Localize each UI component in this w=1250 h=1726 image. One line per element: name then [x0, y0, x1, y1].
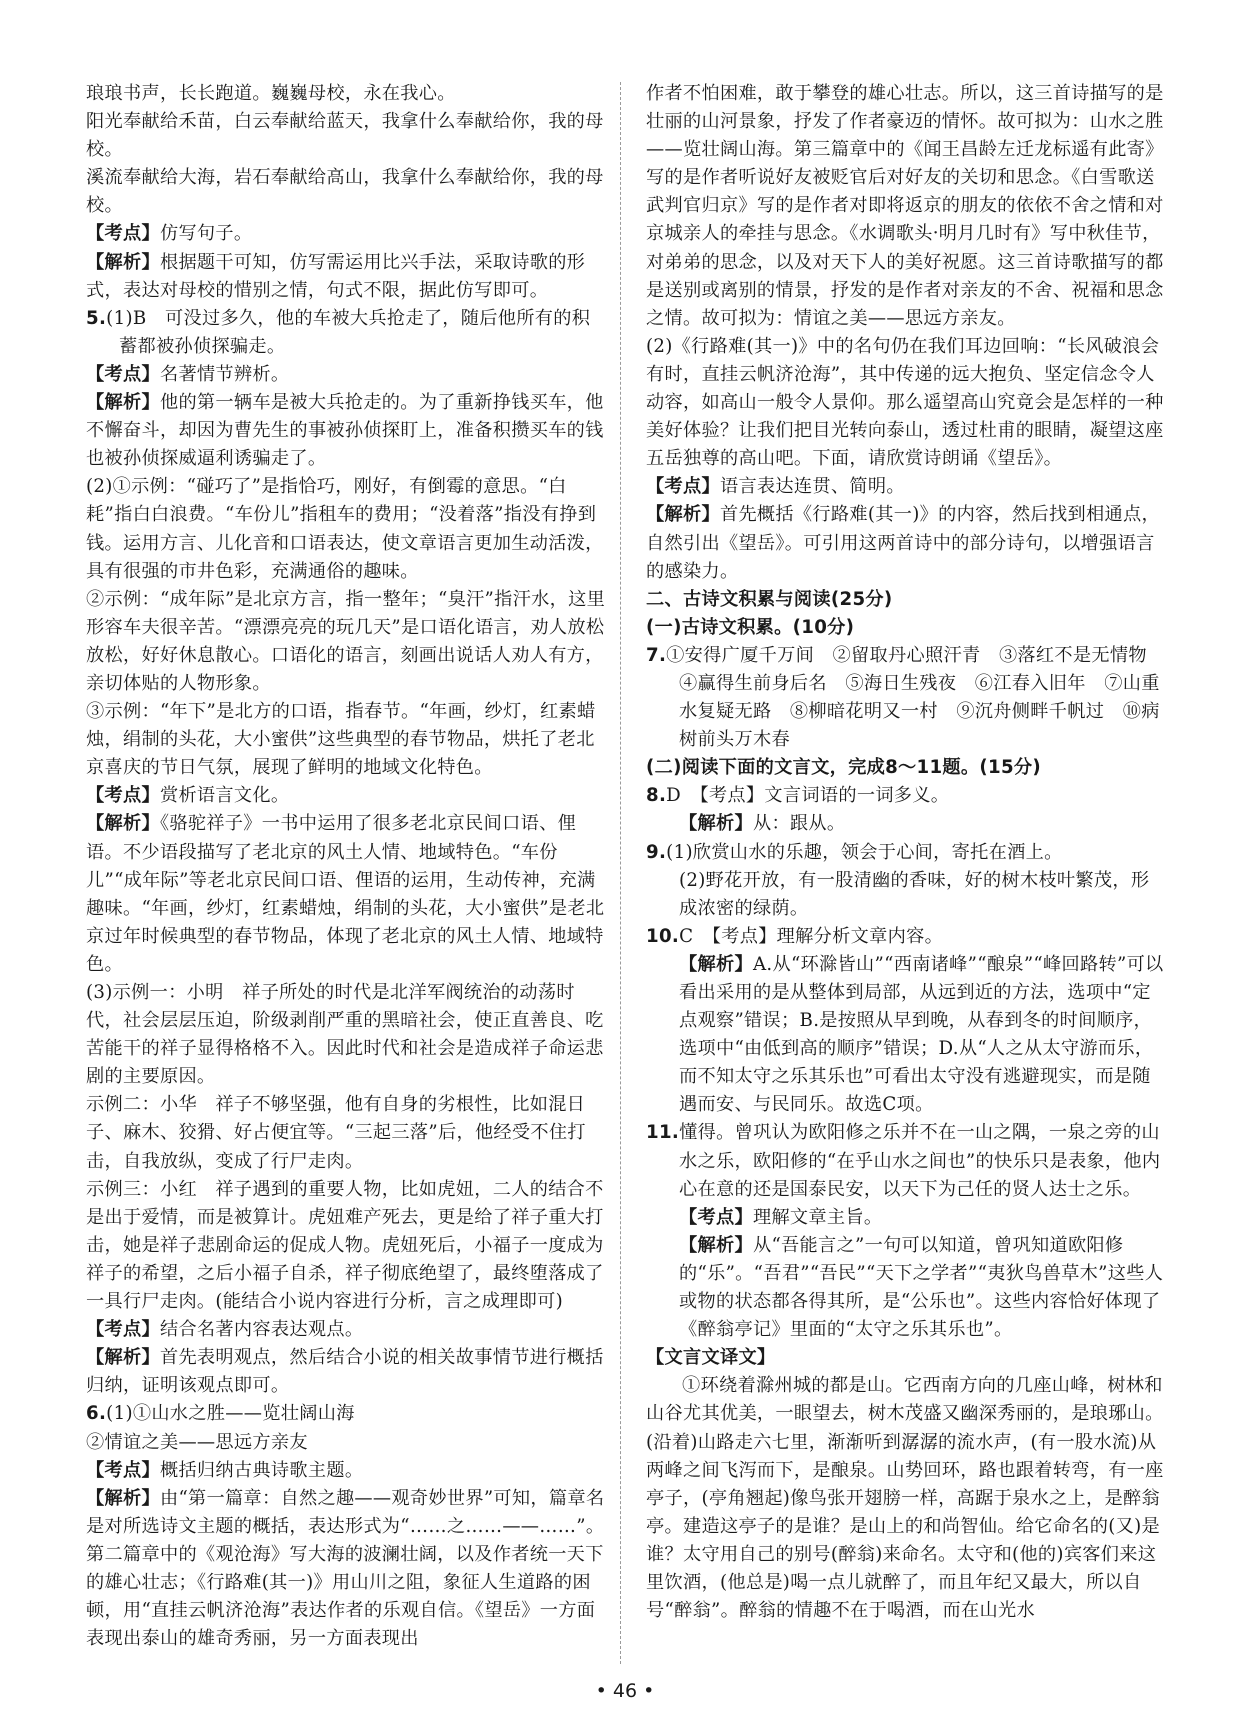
left-column — [86, 80, 606, 1653]
annotation-line — [646, 810, 1166, 838]
answer-text: (1)①山水之胜——览壮阔山海 — [106, 1403, 355, 1425]
annotation-tag: 【考点】 — [679, 1206, 753, 1228]
annotation-tag: 【考点】 — [86, 363, 160, 385]
annotation-tag: 【考点】 — [86, 1459, 160, 1481]
annotation-line — [646, 1204, 1166, 1232]
question-answer — [646, 923, 1166, 951]
annotation-text: 《骆驼祥子》一书中运用了很多老北京民间口语、俚语。不少语段描写了老北京的风土人情、地域特色。“车份儿”“成年际”等老北京民间口语、俚语的运用，生动传神，充满趣味。“年画，纱灯，红素蜡烛，绢制的头花，大小蜜供”是老北京过年时候典型的春节物品，体现了老北京的风土人情、地域特色。 — [86, 813, 605, 975]
annotation-tag: 【解析】 — [679, 953, 753, 975]
annotation-line — [86, 249, 606, 305]
annotation-tag: 【解析】 — [679, 1234, 753, 1256]
annotation-text: 仿写句子。 — [159, 223, 253, 245]
translation-paragraph: ①环绕着滁州城的都是山。它西南方向的几座山峰，树林和山谷尤其优美，一眼望去，树木茂盛又幽深秀丽的，是琅琊山。(沿着)山路走六七里，渐渐听到潺潺的流水声，(有一股水流)从两峰之间飞泻而下，是酿泉。山势回环，路也跟着转弯，有一座亭子，(亭角翘起)像鸟张开翅膀一样，高踞于泉水之上，是醉翁亭。建造这亭子的是谁？是山上的和尚智仙。给它命名的(又)是谁？太守用自己的别号(醉翁)来命名。太守和(他的)宾客们来这里饮酒，(他总是)喝一点儿就醉了，而且年纪又最大，所以自号“醉翁”。醉翁的情趣不在于喝酒，而在山光水 — [646, 1375, 1164, 1622]
annotation-tag: 【文言文译文】 — [646, 1347, 776, 1369]
body-paragraph: ②情谊之美——思远方亲友 — [86, 1431, 308, 1453]
annotation-text: 赏析语言文化。 — [159, 785, 290, 807]
column-divider — [620, 82, 621, 1664]
annotation-text: 结合名著内容表达观点。 — [159, 1319, 364, 1341]
annotation-line — [86, 1344, 606, 1400]
question-answer — [86, 305, 606, 361]
question-number: 6. — [86, 1403, 107, 1425]
body-paragraph: 琅琅书声，长长跑道。巍巍母校，永在我心。 — [86, 83, 456, 104]
annotation-text: 概括归纳古典诗歌主题。 — [159, 1459, 364, 1481]
answer-text: 懂得。曾巩认为欧阳修之乐并不在一山之隅，一泉之旁的山水之乐，欧阳修的“在乎山水之间也”的快乐只是表象，他内心在意的还是国泰民安，以天下为己任的贤人达士之乐。 — [679, 1122, 1161, 1200]
annotation-line — [86, 1457, 606, 1485]
annotation-line — [86, 782, 606, 810]
annotation-tag: 【解析】 — [646, 504, 720, 526]
question-answer — [86, 1400, 606, 1428]
question-number: 9. — [646, 841, 667, 863]
annotation-tag: 【解析】 — [86, 813, 160, 835]
annotation-tag: 【解析】 — [86, 392, 160, 414]
question-answer — [646, 782, 1166, 810]
annotation-text: A.从“环滁皆山”“西南诸峰”“酿泉”“峰回路转”可以看出采用的是从整体到局部，从远到近的方法，选项中“定点观察”错误；B.是按照从早到晚，从春到冬的时间顺序，选项中“由低到高的顺序”错误；D.从“人之从太守游而乐，而不知太守之乐其乐也”可看出太守没有逃避现实，而是随遇而安、与民同乐。故选C项。 — [679, 953, 1164, 1116]
body-paragraph: (2)①示例：“碰巧了”是指恰巧，刚好，有倒霉的意思。“白耗”指白白浪费。“车份儿”指租车的费用；“没着落”指没有挣到钱。运用方言、儿化音和口语表达，使文章语言更加生动活泼，具有很强的市井色彩，充满通俗的趣味。 — [86, 476, 604, 582]
question-number: 11. — [646, 1122, 680, 1144]
annotation-text: 从：跟从。 — [752, 813, 846, 835]
body-paragraph: (3)示例一：小明 祥子所处的时代是北洋军阀统治的动荡时代，社会层层压迫，阶级剥削严重的黑暗社会，使正直善良、吃苦能干的祥子显得格格不入。因此时代和社会是造成祥子命运悲剧的主要原因。 — [86, 982, 604, 1088]
annotation-tag: 【考点】 — [86, 223, 160, 245]
annotation-text: 理解文章主旨。 — [752, 1206, 883, 1228]
body-paragraph: 作者不怕困难，敢于攀登的雄心壮志。所以，这三首诗描写的是壮丽的山河景象，抒发了作者豪迈的情怀。故可拟为：山水之胜——览壮阔山海。第三篇章中的《闻王昌龄左迁龙标遥有此寄》写的是作者听说好友被贬官后对好友的关切和思念。《白雪歌送武判官归京》写的是作者对即将返京的朋友的依依不舍之情和对京城亲人的牵挂与思念。《水调歌头·明月几时有》写中秋佳节，对弟弟的思念，以及对天下人的美好祝愿。这三首诗歌描写的都是送别或离别的情景，抒发的是作者对亲友的不舍、祝福和思念之情。故可拟为：情谊之美——思远方亲友。 — [646, 83, 1164, 329]
answer-text: (1)欣赏山水的乐趣，领会于心间，寄托在酒上。 — [666, 841, 1063, 863]
answer-text: D 【考点】文言词语的一词多义。 — [666, 785, 950, 807]
question-answer — [646, 642, 1166, 754]
annotation-line — [86, 220, 606, 248]
question-answer — [646, 1119, 1166, 1203]
annotation-tag: 【解析】 — [86, 251, 160, 273]
section-heading: (一)古诗文积累。(10分) — [646, 616, 855, 638]
annotation-text: 从“吾能言之”一句可以知道，曾巩知道欧阳修的“乐”。“吾君”“吾民”“天下之学者”“夷狄鸟兽草木”这些人或物的状态都各得其所，是“公乐也”。这些内容恰好体现了《醉翁亭记》里面的“太守之乐其乐也”。 — [679, 1234, 1164, 1341]
annotation-line — [86, 361, 606, 389]
question-number: 8. — [646, 785, 667, 807]
annotation-text: 首先概括《行路难(其一)》的内容，然后找到相通点，自然引出《望岳》。可引用这两首诗中的部分诗句，以增强语言的感染力。 — [646, 504, 1160, 582]
annotation-line — [646, 1232, 1166, 1344]
annotation-text: 他的第一辆车是被大兵抢走的。为了重新挣钱买车，他不懈奋斗，却因为曹先生的事被孙侦探盯上，准备积攒买车的钱也被孙侦探威逼利诱骗走了。 — [86, 392, 604, 470]
body-paragraph: 阳光奉献给禾苗，白云奉献给蓝天，我拿什么奉献给你，我的母校。 — [86, 111, 604, 161]
annotation-line — [86, 389, 606, 473]
right-column — [646, 80, 1166, 1625]
annotation-text: 首先表明观点，然后结合小说的相关故事情节进行概括归纳，证明该观点即可。 — [86, 1347, 604, 1397]
annotation-tag: 【考点】 — [646, 476, 720, 498]
annotation-line — [86, 1485, 606, 1654]
annotation-tag: 【解析】 — [86, 1487, 160, 1509]
section-heading: (二)阅读下面的文言文，完成8～11题。(15分) — [646, 757, 1042, 779]
question-number: 7. — [646, 644, 667, 666]
annotation-line — [86, 1316, 606, 1344]
annotation-line — [646, 951, 1166, 1120]
answer-text: C 【考点】理解分析文章内容。 — [679, 925, 944, 947]
annotation-text: 语言表达连贯、简明。 — [719, 476, 905, 498]
body-paragraph: (2)《行路难(其一)》中的名句仍在我们耳边回响：“长风破浪会有时，直挂云帆济沧海”，其中传递的远大抱负、坚定信念令人动容，如高山一般令人景仰。那么遥望高山究竟会是怎样的一种美好体验？让我们把目光转向泰山，透过杜甫的眼睛，凝望这座五岳独尊的高山吧。下面，请欣赏诗朗诵《望岳》。 — [646, 335, 1164, 470]
question-number: 10. — [646, 925, 680, 947]
annotation-line — [646, 1344, 1166, 1372]
annotation-line — [86, 810, 606, 979]
body-paragraph: ②示例：“成年际”是北京方言，指一整年；“臭汗”指汗水，这里形容车夫很辛苦。“漂漂亮亮的玩几天”是口语化语言，劝人放松放松，好好休息散心。口语化的语言，刻画出说话人劝人有方，亲切体贴的人物形象。 — [86, 588, 606, 694]
body-paragraph: 示例二：小华 祥子不够坚强，他有自身的劣根性，比如混日子、麻木、狡猾、好占便宜等。“三起三落”后，他经受不住打击，自我放纵，变成了行尸走肉。 — [86, 1094, 586, 1172]
annotation-line — [646, 501, 1166, 585]
annotation-line — [646, 473, 1166, 501]
annotation-tag: 【解析】 — [86, 1347, 160, 1369]
body-paragraph: 示例三：小红 祥子遇到的重要人物，比如虎妞，二人的结合不是出于爱情，而是被算计。虎妞难产死去，更是给了祥子重大打击，她是祥子悲剧命运的促成人物。虎妞死后，小福子一度成为祥子的希望，之后小福子自杀，祥子彻底绝望了，最终堕落成了一具行尸走肉。(能结合小说内容进行分析，言之成理即可) — [86, 1178, 604, 1313]
answer-text: (1)B 可没过多久，他的车被大兵抢走了，随后他所有的积蓄都被孙侦探骗走。 — [106, 307, 591, 357]
page-number: • 46 • — [595, 1680, 655, 1702]
annotation-tag: 【考点】 — [86, 785, 160, 807]
question-answer — [646, 839, 1166, 867]
body-paragraph: (2)野花开放，有一股清幽的香味，好的树木枝叶繁茂，形成浓密的绿荫。 — [679, 869, 1150, 919]
annotation-tag: 【考点】 — [86, 1319, 160, 1341]
section-heading: 二、古诗文积累与阅读(25分) — [646, 588, 893, 610]
question-number: 5. — [86, 307, 107, 329]
annotation-text: 根据题干可知，仿写需运用比兴手法，采取诗歌的形式，表达对母校的惜别之情，句式不限，据此仿写即可。 — [86, 251, 586, 301]
body-paragraph: 溪流奉献给大海，岩石奉献给高山，我拿什么奉献给你，我的母校。 — [86, 167, 604, 217]
body-paragraph: ③示例：“年下”是北方的口语，指春节。“年画，纱灯，红素蜡烛，绢制的头花，大小蜜供”这些典型的春节物品，烘托了老北京喜庆的节日气氛，展现了鲜明的地域文化特色。 — [86, 701, 596, 779]
answer-text: ①安得广厦千万间 ②留取丹心照汗青 ③落红不是无情物 ④赢得生前身后名 ⑤海日生残夜 ⑥江春入旧年 ⑦山重水复疑无路 ⑧柳暗花明又一村 ⑨沉舟侧畔千帆过 ⑩病树前头万木春 — [666, 644, 1166, 751]
annotation-text: 由“第一篇章：自然之趣——观奇妙世界”可知，篇章名是对所选诗文主题的概括，表达形式为“……之……——……”。第二篇章中的《观沧海》写大海的波澜壮阔，以及作者统一天下的雄心壮志；《行路难(其一)》用山川之阻，象征人生道路的困顿，用“直挂云帆济沧海”表达作者的乐观自信。《望岳》一方面表现出泰山的雄奇秀丽，另一方面表现出 — [86, 1487, 605, 1650]
annotation-tag: 【解析】 — [679, 813, 753, 835]
annotation-text: 名著情节辨析。 — [159, 363, 290, 385]
